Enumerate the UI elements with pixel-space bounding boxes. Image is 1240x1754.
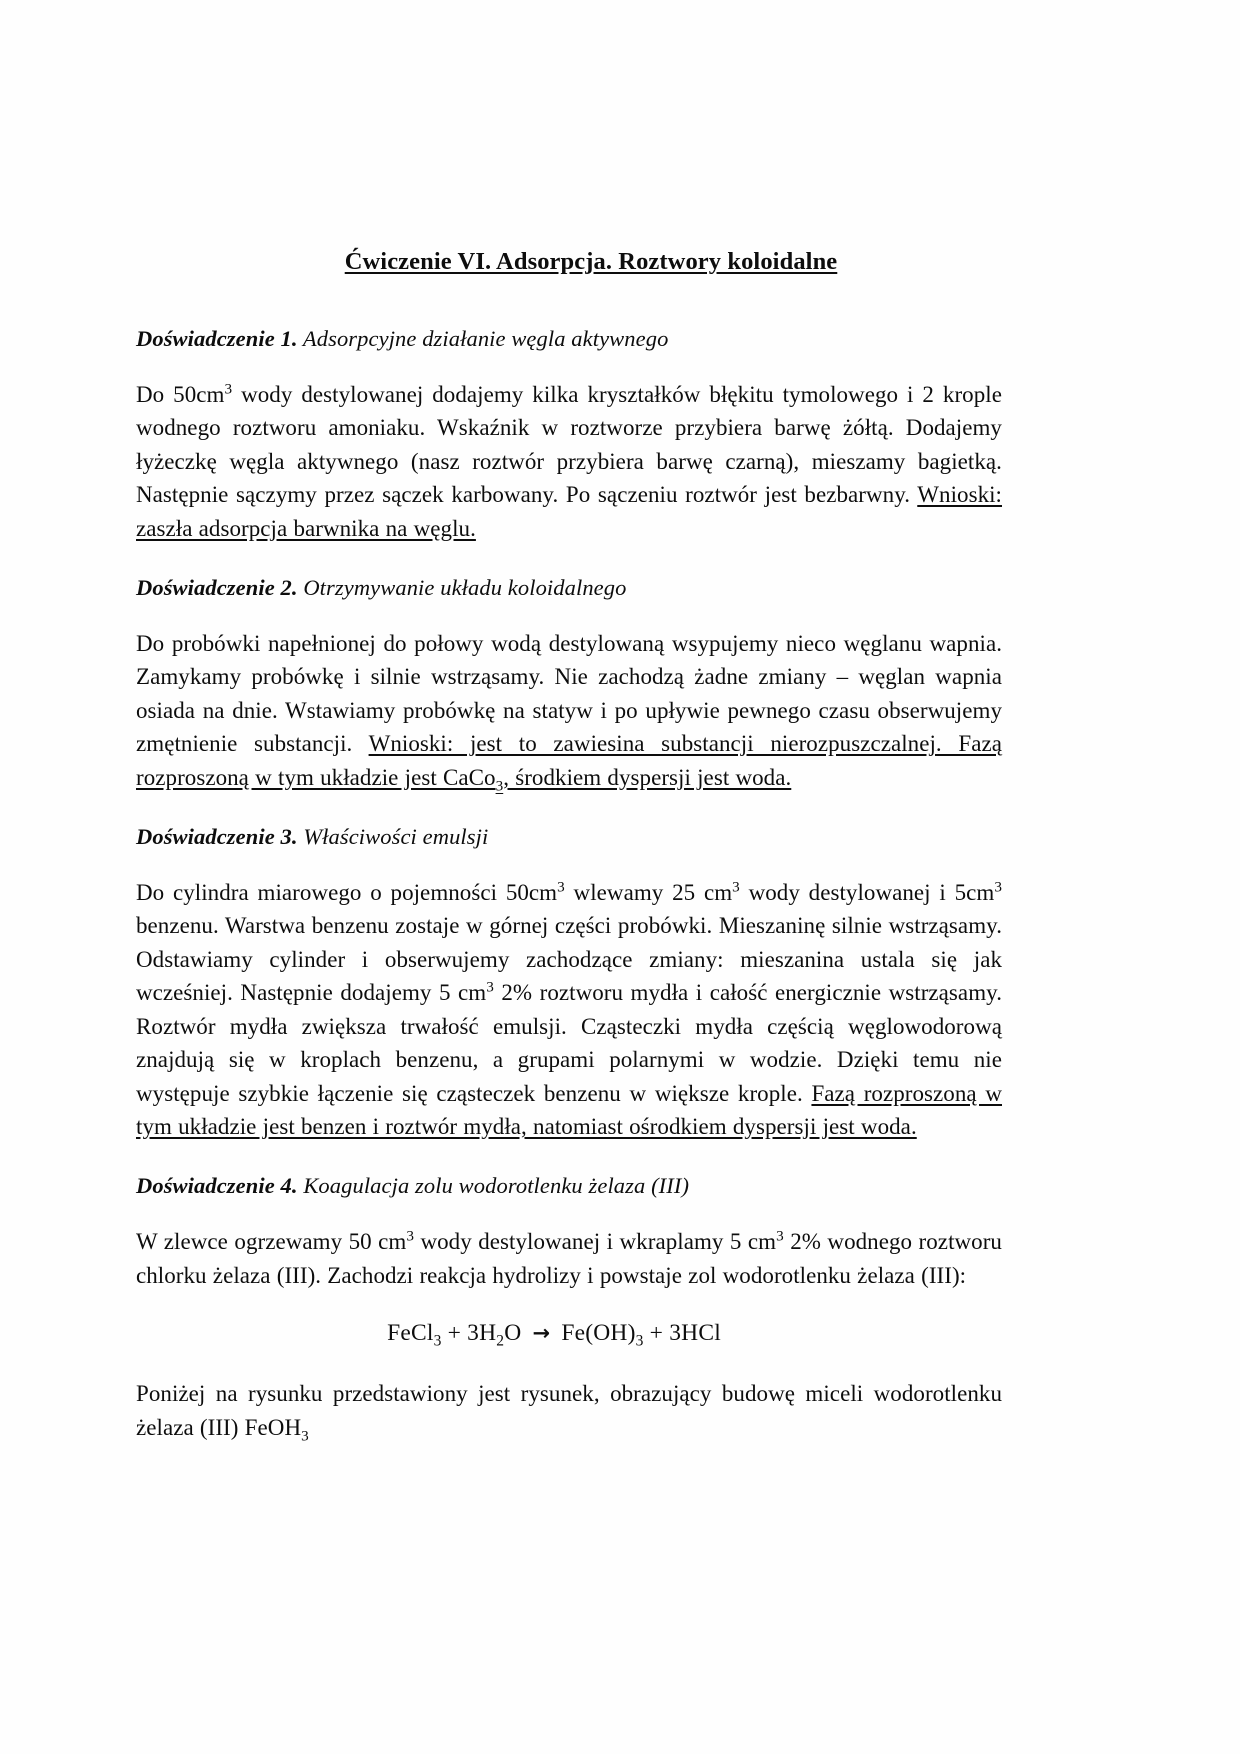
experiment-3-text-e: 2% roztworu mydła i całość energicznie wstrząsamy. Roztwór mydła zwiększa trwałość emulsji. Cząsteczki mydła częścią węglowodorową znajdują się w kroplach benzenu, a grupami polarnymi w wodzie. Dzięki temu nie występuje szybkie łączenie się cząsteczek benzenu w większe krople. [136,980,1002,1106]
experiment-3-text-c: wody destylowanej i 5cm [739,880,995,906]
experiment-4-closing-subscript: 3 [301,1427,309,1445]
experiment-2-heading-lead: Doświadczenie 2. [136,575,298,601]
experiment-4-text-a: W zlewce ogrzewamy 50 cm [136,1229,407,1255]
experiment-4-superscript-a: 3 [406,1227,414,1245]
equation-plus-1: + 3H [441,1320,497,1347]
experiment-3-superscript-a: 3 [557,878,565,896]
chemical-equation [136,1320,1002,1350]
experiment-2-body [136,627,1002,794]
experiment-3-superscript-b: 3 [732,878,740,896]
equation-reactant-1-subscript: 3 [433,1332,442,1350]
experiment-3-superscript-d: 3 [486,978,494,996]
equation-reactant-1: FeCl [387,1320,434,1347]
experiment-4-closing [136,1377,1002,1444]
equation-product-1-subscript: 3 [635,1332,644,1350]
experiment-3-body [136,876,1002,1143]
equation-plus-2: + 3HCl [643,1320,721,1347]
experiment-1-text-a: Do 50cm [136,382,225,407]
experiment-2-text: Do probówki napełnionej do połowy wodą destylowaną wsypujemy nieco węglanu wapnia. Zamykamy probówkę i silnie wstrząsamy. Nie zachodzą żadne zmiany – węglan wapnia osiada na dnie. Wstawiamy probówkę na statyw i po upływie pewnego czasu obserwujemy zmętnienie substancji. [136,631,1002,757]
experiment-3-heading-rest: Właściwości emulsji [297,824,489,850]
experiment-2-subscript: 3 [495,777,504,795]
experiment-3-text-d: benzenu. Warstwa benzenu zostaje w górnej części probówki. Mieszaninę silnie wstrząsamy. Odstawiamy cylinder i obserwujemy zachodzące zmiany: mieszanina ustala się jak wcześniej. Następnie dodajemy 5 cm [136,913,1002,1006]
experiment-3-text-a: Do cylindra miarowego o pojemności 50cm [136,880,558,906]
experiment-4-heading [136,1173,1002,1199]
experiment-4-text-b: wody destylowanej i wkraplamy 5 cm [413,1229,777,1255]
experiment-2-heading [136,575,1002,601]
experiment-1-heading [136,326,1002,352]
equation-reactant-2-rest: O [504,1320,528,1347]
experiment-3-conclusion: Fazą rozproszoną w tym układzie jest benzen i roztwór mydła, natomiast ośrodkiem dyspersji jest woda. [136,1080,1002,1139]
experiment-1-superscript-a: 3 [224,380,233,398]
experiment-3-heading-lead: Doświadczenie 3. [136,824,298,850]
experiment-2-conclusion-b: , środkiem dyspersji jest woda. [503,764,792,790]
experiment-4-body [136,1225,1002,1292]
experiment-4-heading-rest: Koagulacja zolu wodorotlenku żelaza (III) [297,1173,690,1199]
experiment-4-text-c: 2% wodnego roztworu chlorku żelaza (III). Zachodzi reakcja hydrolizy i powstaje zol wodorotlenku żelaza (III): [136,1229,1002,1288]
experiment-3-superscript-c: 3 [994,878,1002,896]
experiment-1-conclusion: Wnioski: zaszła adsorpcja barwnika na węglu. [136,482,1002,541]
experiment-1-heading-rest: Adsorpcyjne działanie węgla aktywnego [297,326,669,351]
experiment-3-text-b: wlewamy 25 cm [564,880,733,906]
experiment-1-body [136,378,1002,545]
page-title: Ćwiczenie VI. Adsorpcja. Roztwory koloidalne [344,248,838,275]
experiment-4-closing-text: Poniżej na rysunku przedstawiony jest rysunek, obrazujący budowę miceli wodorotlenku żelaza (III) FeOH [136,1381,1002,1440]
experiment-2-conclusion-a: Wnioski: jest to zawiesina substancji nierozpuszczalnej. Fazą rozproszoną w tym układzie jest CaCo [136,731,1002,790]
experiment-2-heading-rest: Otrzymywanie układu koloidalnego [297,575,627,601]
experiment-1-text-b: wody destylowanej dodajemy kilka kryształków błękitu tymolowego i 2 krople wodnego roztworu amoniaku. Wskaźnik w roztworze przybiera barwę żółtą. Dodajemy łyżeczkę węgla aktywnego (nasz roztwór przybiera barwę czarną), mieszamy bagietką. Następnie sączymy przez sączek karbowany. Po sączeniu roztwór jest bezbarwny. [136,382,1002,508]
experiment-1-heading-lead: Doświadczenie 1. [136,326,298,351]
experiment-4-heading-lead: Doświadczenie 4. [136,1173,298,1199]
experiment-3-heading [136,824,1002,850]
reaction-arrow-icon: → [532,1321,551,1346]
equation-reactant-2-subscript: 2 [496,1332,505,1350]
equation-product-1: Fe(OH) [555,1320,636,1347]
experiment-4-superscript-b: 3 [776,1227,784,1245]
